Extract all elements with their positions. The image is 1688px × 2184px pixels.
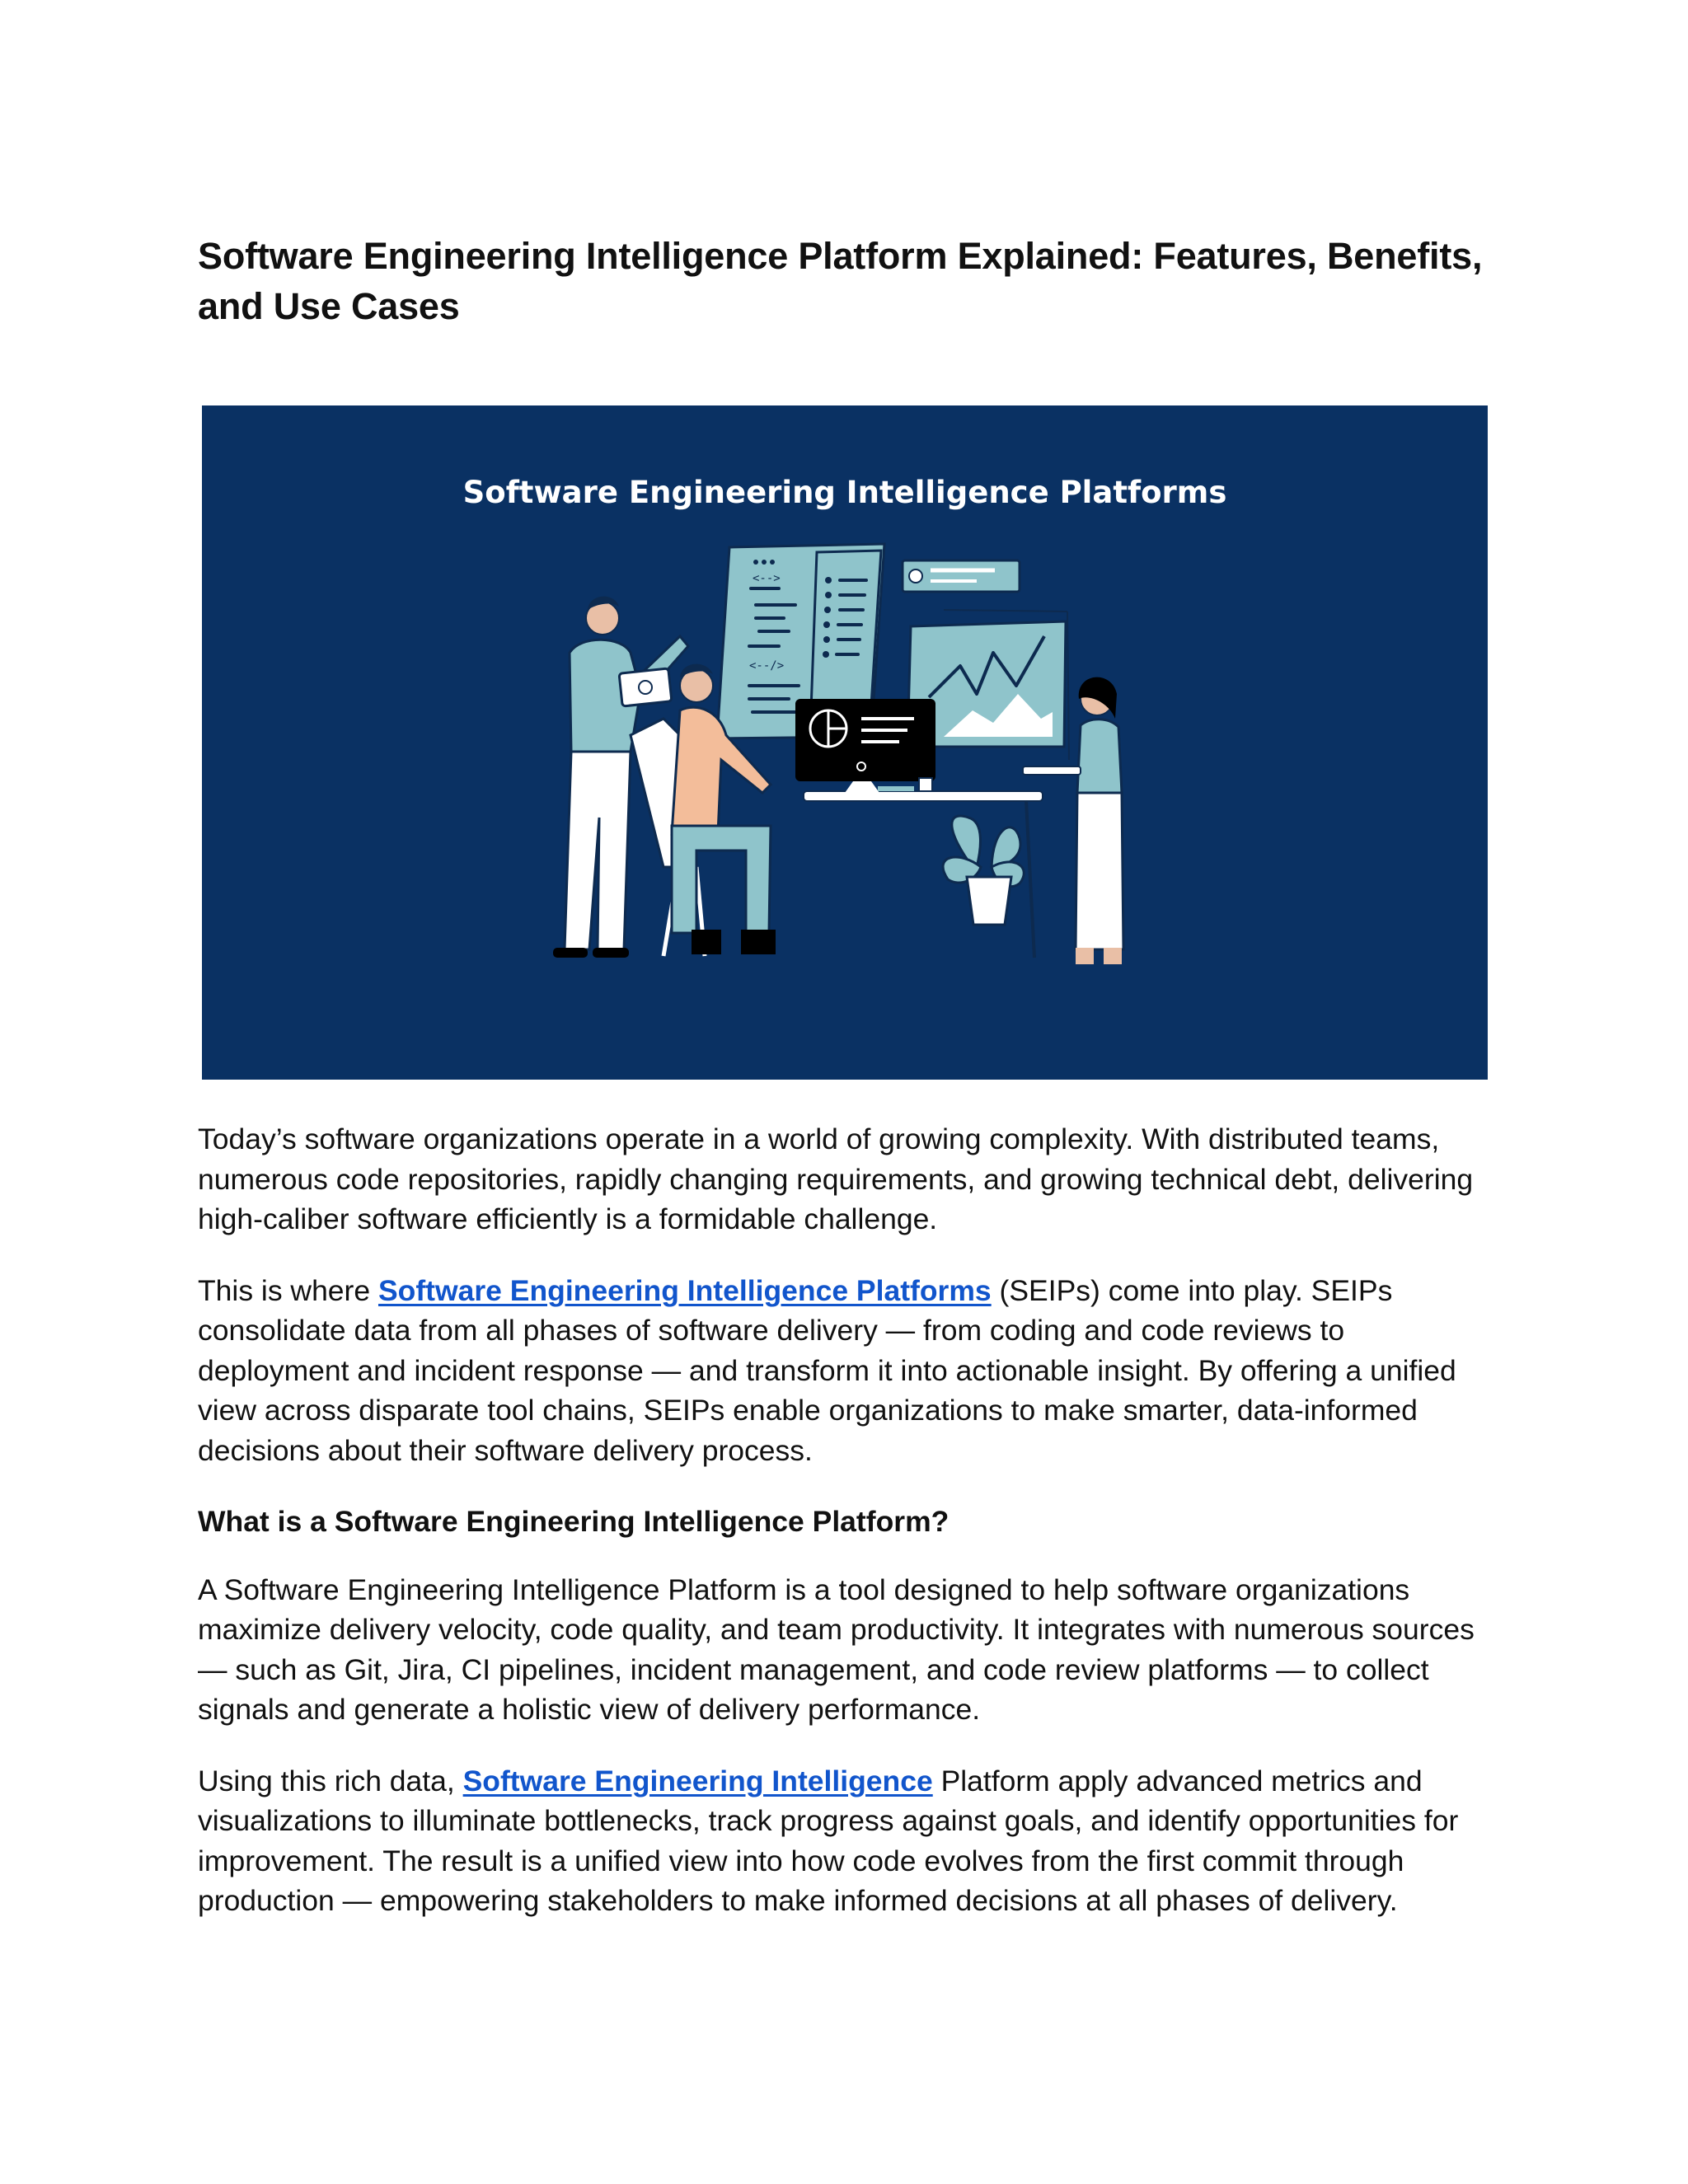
definition-paragraph: A Software Engineering Intelligence Platform is a tool designed to help software organizations maximize delivery velocity, code quality, and team productivity. It integrates with numerous sources — such as Git, Jira, CI pipelines, incident management, and code review platforms — to collect signals and generate a holistic view of delivery performance.	[198, 1572, 1475, 1726]
team-analytics-illustration-icon	[202, 405, 1488, 1080]
section-heading: What is a Software Engineering Intelligence Platform?	[198, 1505, 950, 1538]
hero-image	[202, 405, 1488, 1080]
svg-text:<-->: <-->	[753, 572, 781, 585]
paragraph-text: (SEIPs) come into play. SEIPs consolidate data from all phases of software delivery — from coding and code reviews to deployment and incident response — and transform it into actionable insight. By offering a unified view across disparate tool chains, SEIPs enable organizations to make smarter, data-informed decisions about their software delivery process.	[198, 1273, 1456, 1467]
article-header	[198, 231, 1492, 331]
plant	[943, 816, 1024, 925]
paragraph-text: Using this rich data,	[198, 1764, 463, 1797]
notification-card	[903, 560, 1020, 592]
paragraph-text: Platform apply advanced metrics and visualizations to illuminate bottlenecks, track progress against goals, and identify opportunities for improvement. The result is a unified view into how code evolves from the first commit through production — empowering stakeholders to make informed decisions at all phases of delivery.	[198, 1764, 1459, 1917]
seip-link[interactable]: Software Engineering Intelligence Platforms	[377, 1273, 992, 1307]
hero-banner-text: Software Engineering Intelligence Platforms	[462, 475, 1227, 510]
seip-paragraph	[198, 1271, 1496, 1471]
svg-text:<--/>: <--/>	[749, 659, 785, 673]
article-title: Software Engineering Intelligence Platform Explained: Features, Benefits, and Use Cases	[198, 235, 1483, 327]
article-body	[198, 1119, 1496, 1952]
sei-link[interactable]: Software Engineering Intelligence	[462, 1764, 933, 1797]
paragraph-text: This is where	[198, 1273, 378, 1307]
intro-paragraph: Today’s software organizations operate in a world of growing complexity. With distributed teams, numerous code repositories, rapidly changing requirements, and growing technical debt, delivering high-caliber software efficiently is a formidable challenge.	[198, 1122, 1474, 1235]
data-paragraph	[198, 1761, 1496, 1921]
